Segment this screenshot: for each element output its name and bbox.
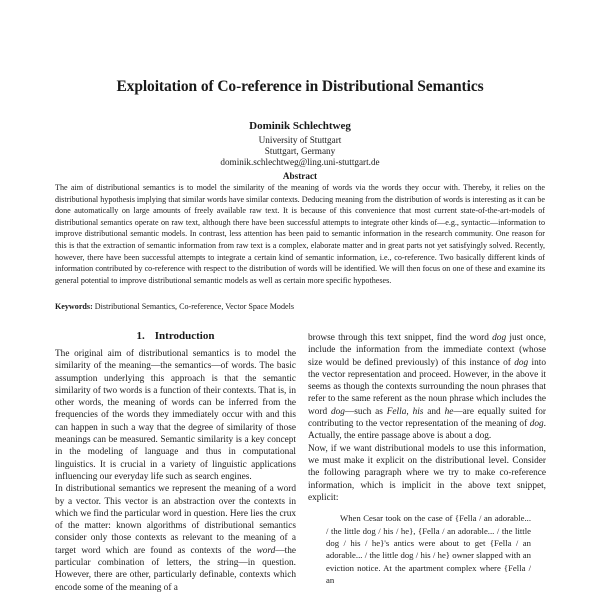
text-run: . Actually, the entire passage above is about a dog. — [308, 419, 546, 442]
author-name: Dominik Schlechtweg — [249, 120, 351, 132]
section-number: 1. — [136, 330, 145, 342]
text-run: and — [423, 406, 445, 417]
quote-text: When Cesar took on the case of {Fella / an adorable... / the little dog / his / he}, {Fella / an adorable... / the little dog / his / he}'s antics were about to get {Fella / an adorable... / the little dog / his / he} owner slapped with an eviction notice. At the apartment complex where {Fella / an — [326, 513, 531, 586]
abstract-text: The aim of distributional semantics is to model the similarity of the meaning of words via the words they occur with. Thereby, it relies on the distributional hypothesis implying that similar words have similar contexts. Deducing meaning from the distribution of words is interesting as it can be done automatically on large amounts of freely available raw text. It is because of this convenience that most current state-of-the-art-models of distributional semantics operate on raw text, although there have been successful attempts to integrate other kinds of—e.g., syntactic—information to improve distributional semantic models. In contrast, less attention has been paid to semantic information in the research community. One reason for this is that the extraction of semantic information from raw text is a complex, elaborate matter and in great parts not yet satisfyingly solved. Recently, however, there have been successful attempts to integrate a certain kind of semantic information, i.e., co-reference. Two basically different kinds of information contributed by co-reference with respect to the distribution of words will be identified. We will then focus on one of these and examine its general potential to improve distributional semantic models as well as certain more specific hypotheses. — [55, 183, 545, 285]
italic-word: his — [412, 406, 424, 417]
text-run: , — [406, 406, 413, 417]
italic-word: Fella — [386, 406, 407, 417]
section-title: Introduction — [154, 330, 215, 342]
paper-title: Exploitation of Co-reference in Distributional Semantics — [116, 78, 484, 95]
text-run: into the vector representation and proceed. However, in the above it seems as though the contexts surrounding the noun phrases that refer to the same referent as the noun phrase which includes the word — [308, 357, 546, 417]
keywords — [55, 302, 545, 311]
author-email: dominik.schlechtweg@ling.uni-stuttgart.de — [220, 157, 380, 167]
italic-word: dog — [529, 419, 544, 430]
text-run: —the particular combination of letters, the string—in question. However, there are other, particularly definable, contexts which encode some of the meaning of a — [55, 545, 296, 593]
keywords-list: Distributional Semantics, Co-reference, Vector Space Models — [94, 302, 295, 311]
italic-word: dog — [330, 406, 345, 417]
author-affiliation: University of Stuttgart — [258, 135, 342, 145]
italic-word: word — [256, 545, 276, 556]
italic-word: he — [444, 406, 454, 417]
text-run: browse through this text snippet, find the word — [308, 333, 493, 343]
text-run: just once, include the information from the immediate context (whose size would be defined previously) of this instance of — [308, 333, 546, 368]
right-paragraph-1 — [308, 332, 546, 443]
author-location: Stuttgart, Germany — [264, 146, 336, 156]
text-run: In distributional semantics we represent the meaning of a word by a vector. This vector is an abstraction over the contexts in which we find the particular word in question. Here lies the crux of the matter: known algorithms of distributional semantics consider only those contexts as relevant to the meaning of a target word which are found as contexts of the — [55, 484, 296, 556]
abstract-heading: Abstract — [282, 171, 318, 181]
right-paragraph-2: Now, if we want distributional models to use this information, we must make it explicit on the distributional level. Consider the following paragraph where we try to make co-reference information, which is implicit in the above text snippet, explicit: — [308, 443, 546, 503]
italic-word: dog — [492, 333, 507, 343]
intro-paragraph-2 — [55, 483, 296, 594]
section-heading-introduction — [55, 330, 296, 342]
text-run: —such as — [344, 406, 387, 417]
italic-word: dog — [514, 357, 529, 368]
intro-paragraph-1: The original aim of distributional semantics is to model the similarity of the meaning—the semantics—of words. The basic assumption underlying this approach is that the semantic similarity of two words is a function of their contexts. That is, in other words, the meaning of words can be inferred from the frequencies of the words they immediately occur with and this can happen in such a way that the degree of similarity of those meanings can be measured. Semantic similarity is a key concept in the modeling of language and thus in computational linguistics. It is crucial in a variety of linguistic applications influencing our everyday life such as search engines. — [55, 349, 296, 482]
keywords-label: Keywords: — [55, 302, 93, 311]
example-quote — [326, 512, 531, 586]
text-run: —are equally suited for contributing to the vector representation of the meaning of — [308, 406, 547, 430]
left-column — [55, 348, 296, 594]
right-column — [308, 332, 546, 587]
